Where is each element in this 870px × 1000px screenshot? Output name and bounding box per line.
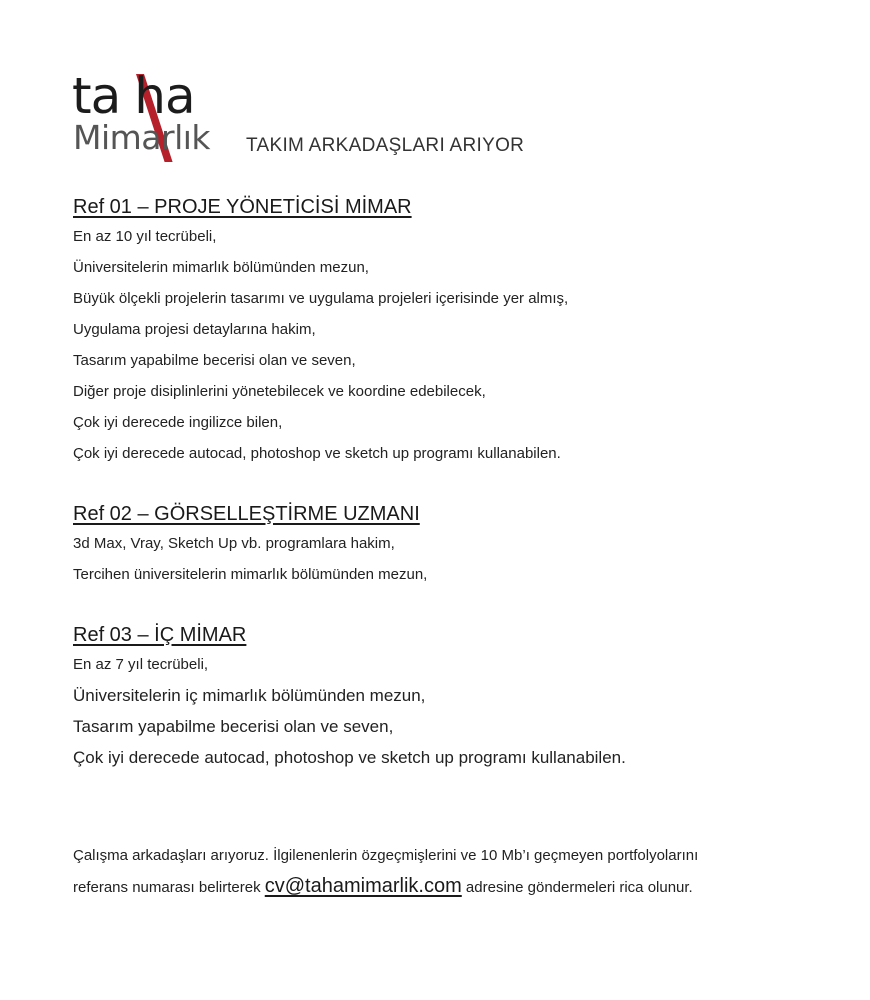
page-tagline: TAKIM ARKADAŞLARI ARIYOR (246, 135, 525, 156)
logo-text-ha: ha (134, 67, 195, 125)
list-item: Üniversitelerin mimarlık bölümünden mezun, (73, 259, 369, 276)
contact-line-1: Çalışma arkadaşları arıyoruz. İlgilenenlerin özgeçmişlerini ve 10 Mb’ı geçmeyen portfolyolarını (73, 847, 699, 864)
logo-wordmark-bottom: Mimarlık (73, 118, 211, 157)
job-section-ref03 (73, 621, 626, 773)
job-section-ref02 (73, 500, 427, 590)
company-logo (72, 67, 232, 162)
contact-note (73, 840, 843, 903)
list-item: Tasarım yapabilme becerisi olan ve seven, (73, 352, 356, 369)
job-title-ref03: Ref 03 – İÇ MİMAR (73, 624, 247, 646)
logo-wordmark-top (72, 67, 195, 125)
contact-line-2-end: adresine göndermeleri rica olunur. (461, 879, 693, 896)
list-item: Büyük ölçekli projelerin tasarımı ve uygulama projeleri içerisinde yer almış, (73, 290, 569, 307)
list-item: 3d Max, Vray, Sketch Up vb. programlara hakim, (73, 535, 395, 552)
list-item: Diğer proje disiplinlerini yönetebilecek ve koordine edebilecek, (73, 383, 486, 400)
requirements-list-ref02 (73, 528, 427, 590)
list-item: En az 7 yıl tecrübeli, (73, 656, 209, 673)
job-title-ref02: Ref 02 – GÖRSELLEŞTİRME UZMANI (73, 503, 420, 525)
contact-line-2-start: referans numarası belirterek (73, 879, 265, 896)
job-section-ref01 (73, 193, 568, 469)
job-title-ref01: Ref 01 – PROJE YÖNETİCİSİ MİMAR (73, 196, 412, 218)
list-item: Tasarım yapabilme becerisi olan ve seven, (73, 717, 394, 736)
list-item: Üniversitelerin iç mimarlık bölümünden mezun, (73, 686, 426, 705)
requirements-list-ref03 (73, 649, 626, 773)
list-item: Tercihen üniversitelerin mimarlık bölümünden mezun, (73, 566, 428, 583)
email-link[interactable]: cv@tahamimarlik.com (264, 875, 462, 897)
list-item: Çok iyi derecede ingilizce bilen, (73, 414, 283, 431)
list-item: Uygulama projesi detaylarına hakim, (73, 321, 316, 338)
list-item: En az 10 yıl tecrübeli, (73, 228, 217, 245)
list-item: Çok iyi derecede autocad, photoshop ve sketch up programı kullanabilen. (73, 445, 561, 462)
logo-text-ta: ta (72, 67, 121, 125)
contact-line-2 (73, 871, 843, 903)
list-item: Çok iyi derecede autocad, photoshop ve sketch up programı kullanabilen. (73, 748, 626, 767)
requirements-list-ref01 (73, 221, 568, 469)
